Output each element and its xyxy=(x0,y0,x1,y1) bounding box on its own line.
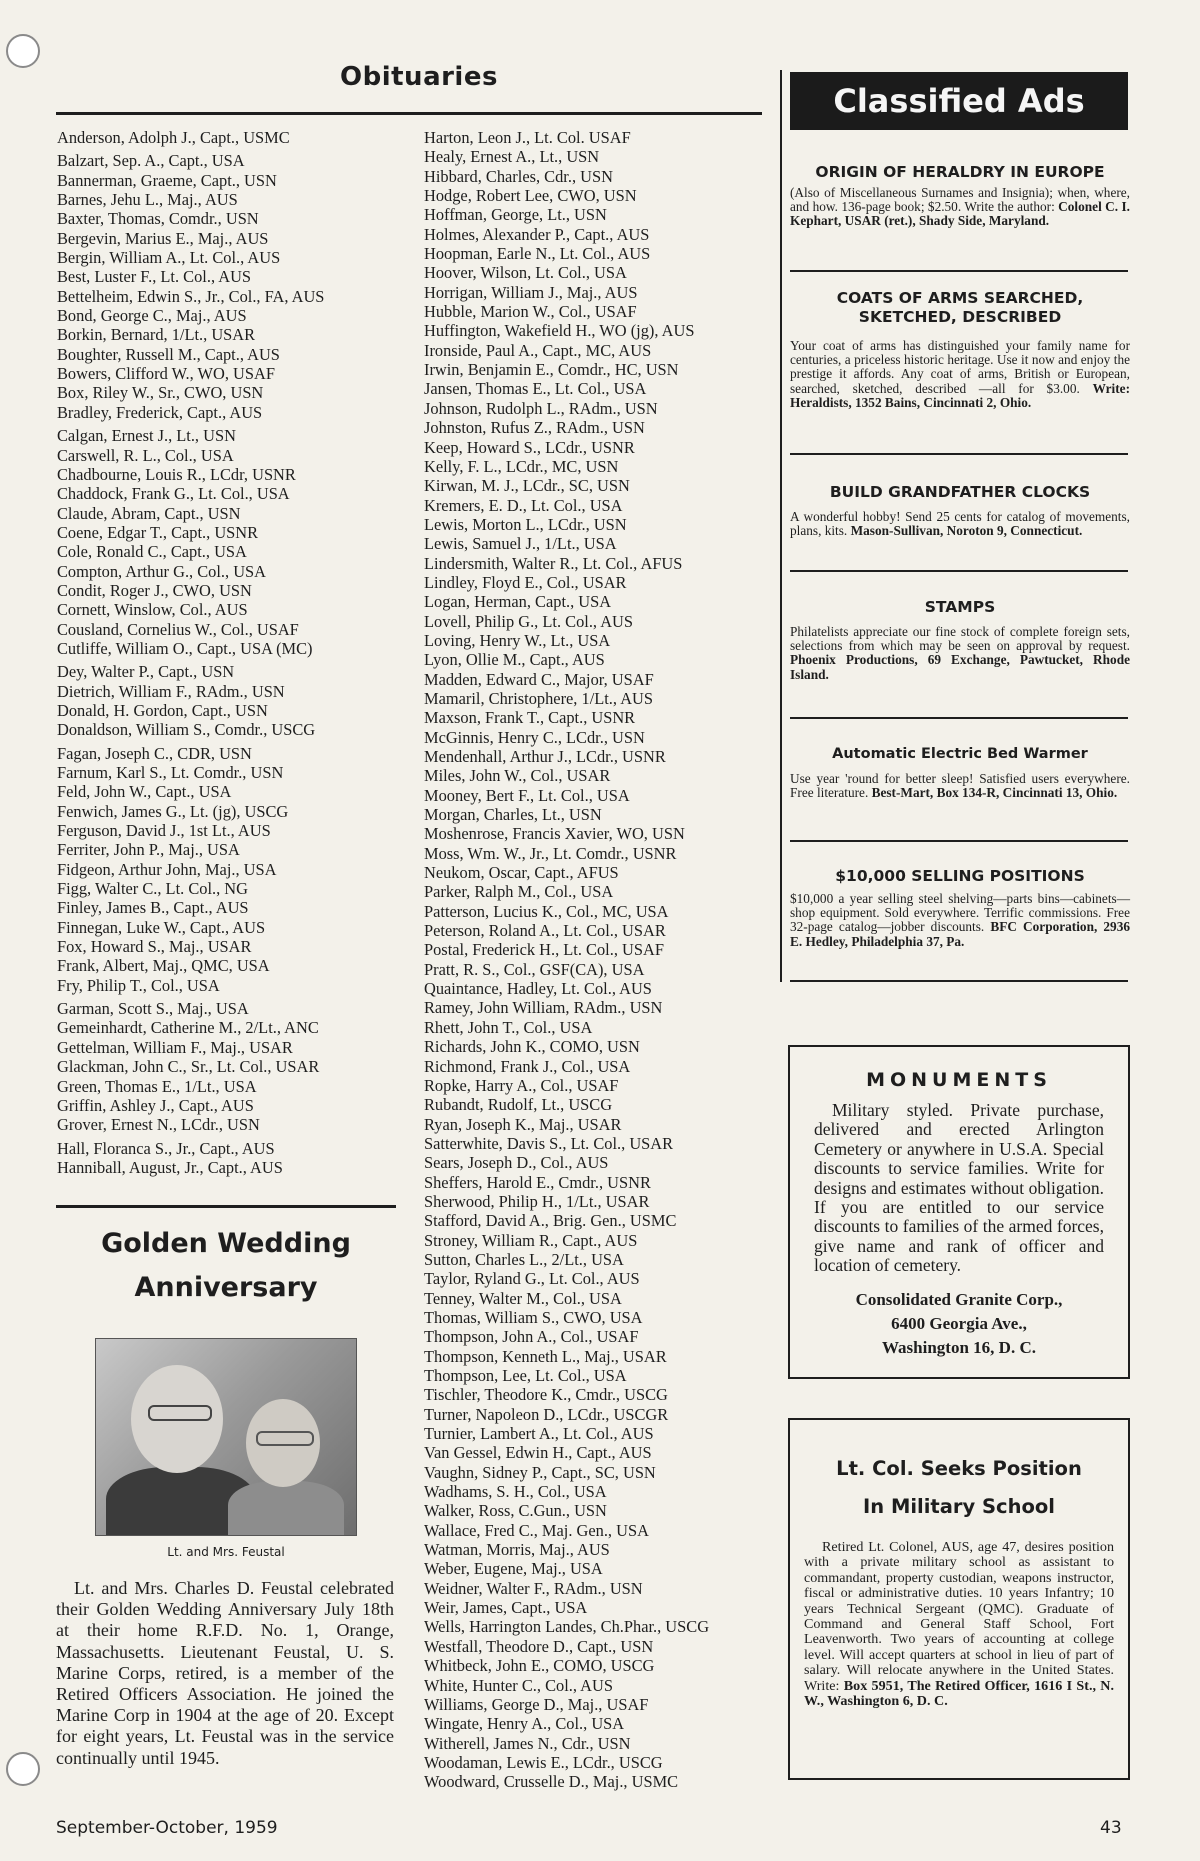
seeks-title-line1: Lt. Col. Seeks Position xyxy=(836,1457,1082,1480)
obituary-entry: Williams, George D., Maj., USAF xyxy=(424,1694,649,1714)
obituary-entry: Westfall, Theodore D., Capt., USN xyxy=(424,1636,654,1656)
issue-date: September-October, 1959 xyxy=(56,1818,278,1838)
obituary-entry: Turner, Napoleon D., LCdr., USCGR xyxy=(424,1404,669,1424)
obituary-entry: Hoopman, Earle N., Lt. Col., AUS xyxy=(424,244,651,264)
golden-wedding-rule xyxy=(56,1205,396,1208)
obituary-entry: Vaughn, Sidney P., Capt., SC, USN xyxy=(424,1462,656,1482)
obituary-entry: Thompson, John A., Col., USAF xyxy=(424,1327,639,1347)
obituary-entry: Fidgeon, Arthur John, Maj., USA xyxy=(57,859,277,879)
obituary-entry: Moshenrose, Francis Xavier, WO, USN xyxy=(424,824,685,844)
obituary-entry: Quaintance, Hadley, Lt. Col., AUS xyxy=(424,979,652,999)
obituary-entry: Cousland, Cornelius W., Col., USAF xyxy=(57,619,299,639)
classified-divider xyxy=(780,70,782,982)
obituary-entry: Healy, Ernest A., Lt., USN xyxy=(424,147,600,167)
obituary-entry: Carswell, R. L., Col., USA xyxy=(57,445,234,465)
obituary-entry: Johnston, Rufus Z., RAdm., USN xyxy=(424,418,645,438)
obituary-entry: Wells, Harrington Landes, Ch.Phar., USCG xyxy=(424,1617,710,1637)
obituary-entry: Box, Riley W., Sr., CWO, USN xyxy=(57,383,264,403)
obituary-entry: Turnier, Lambert A., Lt. Col., AUS xyxy=(424,1424,654,1444)
obituary-entry: Best, Luster F., Lt. Col., AUS xyxy=(57,267,252,287)
obituary-entry: Barnes, Jehu L., Maj., AUS xyxy=(57,190,238,210)
golden-wedding-title-line1: Golden Wedding xyxy=(101,1228,351,1259)
obituary-entry: Lindersmith, Walter R., Lt. Col., AFUS xyxy=(424,553,683,573)
ad-bed-warmer xyxy=(790,745,1130,800)
obituary-entry: Dietrich, William F., RAdm., USN xyxy=(57,681,285,701)
obituary-entry: Compton, Arthur G., Col., USA xyxy=(57,561,266,581)
golden-wedding-text: Lt. and Mrs. Charles D. Feustal celebrated their Golden Wedding Anniversary July 18th at their home R.F.D. No. 1, Orange, Massachusetts. Lieutenant Feustal, U. S. Marine Corps, retired, is a member of the Retired Officers Association. He joined the Marine Corp in 1904 at the age of 20. Except for eight years, Lt. Feustal was in the service continually until 1945. xyxy=(56,1578,394,1768)
obituary-entry: Watman, Morris, Maj., AUS xyxy=(424,1540,610,1560)
obituary-entry: Parker, Ralph M., Col., USA xyxy=(424,882,614,902)
obituary-entry: Miles, John W., Col., USAR xyxy=(424,766,611,786)
obituary-entry: Rubandt, Rudolf, Lt., USCG xyxy=(424,1095,613,1115)
obituary-entry: Rhett, John T., Col., USA xyxy=(424,1017,593,1037)
ad-title: Automatic Electric Bed Warmer xyxy=(832,746,1088,762)
obituary-entry: Hoffman, George, Lt., USN xyxy=(424,205,607,225)
golden-wedding-title xyxy=(56,1222,396,1310)
punch-hole xyxy=(6,1752,40,1786)
obituaries-column-2 xyxy=(424,128,764,1792)
obituary-entry: Johnson, Rudolph L., RAdm., USN xyxy=(424,398,658,418)
obituary-entry: Richards, John K., COMO, USN xyxy=(424,1037,640,1057)
obituary-entry: Sears, Joseph D., Col., AUS xyxy=(424,1153,609,1173)
obituary-entry: Woodward, Crusselle D., Maj., USMC xyxy=(424,1772,679,1792)
ad-grandfather-clocks xyxy=(790,483,1130,538)
seeks-body: Retired Lt. Colonel, AUS, age 47, desires position with a private military school as assistant to commandant, property custodian, weapons instructor, fiscal or administrative duties. 10 years Infantry; 10 years Technical Sergeant (QMC). Graduate of Command and General Staff School, Fort Leavenworth. Two years of accounting at college level. Will accept quarters at school in lieu of part of salary. Will relocate anywhere in the United States. Write: Box 5951, The Retired Officer, 1616 I St., N. W., Washington 6, D. C. xyxy=(804,1539,1114,1710)
obituary-entry: Pratt, R. S., Col., GSF(CA), USA xyxy=(424,959,645,979)
photo-glasses xyxy=(148,1405,212,1421)
obituary-entry: Moss, Wm. W., Jr., Lt. Comdr., USNR xyxy=(424,843,677,863)
obituary-entry: Kirwan, M. J., LCdr., SC, USN xyxy=(424,476,630,496)
obituary-entry: Stafford, David A., Brig. Gen., USMC xyxy=(424,1211,677,1231)
obituary-entry: Baxter, Thomas, Comdr., USN xyxy=(57,209,259,229)
obituary-entry: Gettelman, William F., Maj., USAR xyxy=(57,1037,293,1057)
obituary-entry: Lindley, Floyd E., Col., USAR xyxy=(424,572,627,592)
obituary-entry: Ferguson, David J., 1st Lt., AUS xyxy=(57,821,271,841)
monuments-address-line: Consolidated Granite Corp., xyxy=(855,1289,1063,1309)
seeks-title xyxy=(790,1450,1128,1526)
obituary-entry: Whitbeck, John E., COMO, USCG xyxy=(424,1656,655,1676)
obituary-entry: Bond, George C., Maj., AUS xyxy=(57,306,247,326)
obituary-entry: Thomas, William S., CWO, USA xyxy=(424,1307,643,1327)
obituary-entry: Woodaman, Lewis E., LCdr., USCG xyxy=(424,1752,663,1772)
obituary-entry: Sheffers, Harold E., Cmdr., USNR xyxy=(424,1172,651,1192)
obituary-entry: Boughter, Russell M., Capt., AUS xyxy=(57,344,280,364)
monuments-body: Military styled. Private purchase, delivered and erected Arlington Cemetery or anywhere in U.S.A. Special discounts to service families. Write for designs and estimates without obligation. If you are entitled to our service discounts to families of the armed forces, give name and rank of officer and location of cemetery. xyxy=(814,1100,1104,1276)
obituary-entry: Mamaril, Christophere, 1/Lt., AUS xyxy=(424,688,653,708)
obituary-entry: Ropke, Harry A., Col., USAF xyxy=(424,1075,619,1095)
obituary-entry: Witherell, James N., Cdr., USN xyxy=(424,1733,631,1753)
ad-selling-positions xyxy=(790,867,1130,949)
ad-title: ORIGIN OF HERALDRY IN EUROPE xyxy=(815,163,1105,181)
obituary-entry: Farnum, Karl S., Lt. Comdr., USN xyxy=(57,763,284,782)
obituary-entry: Richmond, Frank J., Col., USA xyxy=(424,1056,631,1076)
monuments-address xyxy=(790,1288,1128,1360)
obituary-entry: Lewis, Samuel J., 1/Lt., USA xyxy=(424,534,617,554)
obituary-entry: Hodge, Robert Lee, CWO, USN xyxy=(424,186,637,206)
photo-figure xyxy=(228,1481,344,1536)
obituary-entry: Figg, Walter C., Lt. Col., NG xyxy=(57,879,248,899)
ad-rule xyxy=(790,717,1128,719)
obituary-entry: Ramey, John William, RAdm., USN xyxy=(424,998,663,1018)
ad-body: $10,000 a year selling steel shelving—parts bins—cabinets—shop equipment. Sold everywhere. Terrific commissions. Free 32-page catalog—jobber discounts. BFC Corporation, 2936 E. Hedley, Philadelphia 37, Pa. xyxy=(790,891,1130,949)
ad-coats-of-arms xyxy=(790,289,1130,410)
obituary-entry: Holmes, Alexander P., Capt., AUS xyxy=(424,224,650,244)
obituary-entry: White, Hunter C., Col., AUS xyxy=(424,1675,613,1695)
obituary-entry: Green, Thomas E., 1/Lt., USA xyxy=(57,1076,257,1096)
obituary-entry: Bergevin, Marius E., Maj., AUS xyxy=(57,228,269,248)
ad-title: STAMPS xyxy=(924,598,996,616)
obituary-entry: Claude, Abram, Capt., USN xyxy=(57,503,241,523)
obituary-entry: Finley, James B., Capt., AUS xyxy=(57,898,249,918)
obituary-entry: Lyon, Ollie M., Capt., AUS xyxy=(424,650,605,670)
obituary-entry: Weber, Eugene, Maj., USA xyxy=(424,1559,603,1579)
obituary-entry: Balzart, Sep. A., Capt., USA xyxy=(57,151,245,171)
obituary-entry: Lovell, Philip G., Lt. Col., AUS xyxy=(424,611,633,631)
ad-title: BUILD GRANDFATHER CLOCKS xyxy=(829,483,1091,501)
obituary-entry: Finnegan, Luke W., Capt., AUS xyxy=(57,917,266,937)
obituary-entry: Sherwood, Philip H., 1/Lt., USAR xyxy=(424,1191,650,1211)
obituary-entry: Gemeinhardt, Catherine M., 2/Lt., ANC xyxy=(57,1018,319,1038)
photo-caption: Lt. and Mrs. Feustal xyxy=(167,1545,285,1559)
obituary-entry: Kremers, E. D., Lt. Col., USA xyxy=(424,495,623,515)
obituary-entry: Tischler, Theodore K., Cmdr., USCG xyxy=(424,1385,668,1405)
ad-rule xyxy=(790,980,1128,982)
obituary-entry: Donald, H. Gordon, Capt., USN xyxy=(57,700,268,720)
obituaries-rule xyxy=(56,112,762,115)
obituary-entry: Huffington, Wakefield H., WO (jg), AUS xyxy=(424,321,695,341)
obituary-entry: Horrigan, William J., Maj., AUS xyxy=(424,282,638,302)
obituary-entry: Stroney, William R., Capt., AUS xyxy=(424,1230,638,1250)
obituary-entry: Irwin, Benjamin E., Comdr., HC, USN xyxy=(424,360,679,380)
obituary-entry: Fry, Philip T., Col., USA xyxy=(57,975,220,995)
obituary-entry: Kelly, F. L., LCdr., MC, USN xyxy=(424,456,619,476)
ad-body: Your coat of arms has distinguished your family name for centuries, a priceless historic heritage. Use it now and enjoy the prestige it affords. Any coat of arms, British or European, searched, sketched, described —all for $3.00. Write: Heraldists, 1352 Bains, Cincinnati 2, Ohio. xyxy=(790,338,1131,410)
seeks-title-line2: In Military School xyxy=(863,1495,1055,1518)
obituary-entry: Hanniball, August, Jr., Capt., AUS xyxy=(57,1157,283,1177)
obituary-entry: Bowers, Clifford W., WO, USAF xyxy=(57,364,275,384)
obituary-entry: Wingate, Henry A., Col., USA xyxy=(424,1714,625,1734)
obituary-entry: Satterwhite, Davis S., Lt. Col., USAR xyxy=(424,1133,674,1153)
obituary-entry: Fenwich, James G., Lt. (jg), USCG xyxy=(57,801,289,821)
monuments-title: MONUMENTS xyxy=(866,1069,1052,1091)
ad-title: COATS OF ARMS SEARCHED, SKETCHED, DESCRIBED xyxy=(836,289,1084,326)
ad-body: A wonderful hobby! Send 25 cents for catalog of movements, plans, kits. Mason-Sullivan, Noroton 9, Connecticut. xyxy=(790,509,1130,539)
obituary-entry: Bettelheim, Edwin S., Jr., Col., FA, AUS xyxy=(57,286,325,306)
obituary-entry: Loving, Henry W., Lt., USA xyxy=(424,630,611,650)
obituary-entry: Thompson, Kenneth L., Maj., USAR xyxy=(424,1346,667,1366)
obituary-entry: Bergin, William A., Lt. Col., AUS xyxy=(57,248,281,268)
obituary-entry: Fagan, Joseph C., CDR, USN xyxy=(57,743,252,763)
couple-photo xyxy=(95,1338,357,1536)
obituaries-column-1 xyxy=(57,128,387,1177)
obituary-entry: Cornett, Winslow, Col., AUS xyxy=(57,600,248,620)
obituary-entry: Thompson, Lee, Lt. Col., USA xyxy=(424,1366,627,1385)
obituary-entry: Cutliffe, William O., Capt., USA (MC) xyxy=(57,638,313,658)
obituary-entry: Garman, Scott S., Maj., USA xyxy=(57,999,249,1019)
obituary-entry: Hibbard, Charles, Cdr., USN xyxy=(424,166,613,186)
obituary-entry: Jansen, Thomas E., Lt. Col., USA xyxy=(424,379,647,399)
obituary-entry: Grover, Ernest N., LCdr., USN xyxy=(57,1115,260,1135)
obituary-entry: Griffin, Ashley J., Capt., AUS xyxy=(57,1095,254,1115)
obituary-entry: Madden, Edward C., Major, USAF xyxy=(424,669,654,689)
golden-wedding-title-line2: Anniversary xyxy=(134,1272,318,1303)
obituary-entry: Chadbourne, Louis R., LCdr, USNR xyxy=(57,464,296,484)
obituary-entry: Calgan, Ernest J., Lt., USN xyxy=(57,426,236,446)
ad-rule xyxy=(790,453,1128,455)
page-number: 43 xyxy=(1100,1818,1122,1838)
ad-title: $10,000 SELLING POSITIONS xyxy=(835,867,1085,885)
ad-heraldry xyxy=(790,163,1130,229)
obituary-entry: Frank, Albert, Maj., QMC, USA xyxy=(57,956,270,976)
obituary-entry: Wallace, Fred C., Maj. Gen., USA xyxy=(424,1520,649,1540)
ad-body: Philatelists appreciate our fine stock of complete foreign sets, selections from which may be seen on approval by request. Phoenix Productions, 69 Exchange, Pawtucket, Rhode Island. xyxy=(790,624,1130,682)
obituary-entry: Patterson, Lucius K., Col., MC, USA xyxy=(424,901,669,921)
obituary-entry: Cole, Ronald C., Capt., USA xyxy=(57,542,247,562)
obituary-entry: Hall, Floranca S., Jr., Capt., AUS xyxy=(57,1138,275,1158)
obituary-entry: Mendenhall, Arthur J., LCdr., USNR xyxy=(424,747,666,766)
obituary-entry: Walker, Ross, C.Gun., USN xyxy=(424,1501,607,1521)
obituary-entry: Morgan, Charles, Lt., USN xyxy=(424,805,602,825)
punch-hole xyxy=(6,34,40,68)
obituary-entry: Logan, Herman, Capt., USA xyxy=(424,592,612,612)
obituary-entry: Maxson, Frank T., Capt., USNR xyxy=(424,708,636,728)
obituaries-heading: Obituaries xyxy=(340,62,498,92)
obituary-entry: Lewis, Morton L., LCdr., USN xyxy=(424,514,627,534)
monuments-address-line: Washington 16, D. C. xyxy=(882,1337,1036,1357)
obituary-entry: Sutton, Charles L., 2/Lt., USA xyxy=(424,1249,624,1269)
obituary-entry: Ryan, Joseph K., Maj., USAR xyxy=(424,1114,622,1134)
ad-monuments xyxy=(788,1045,1130,1379)
ad-rule xyxy=(790,570,1128,572)
obituary-entry: Borkin, Bernard, 1/Lt., USAR xyxy=(57,325,256,345)
obituary-entry: Chaddock, Frank G., Lt. Col., USA xyxy=(57,484,290,504)
obituary-entry: Wadhams, S. H., Col., USA xyxy=(424,1482,607,1502)
obituary-entry: Condit, Roger J., CWO, USN xyxy=(57,580,252,600)
obituary-entry: Keep, Howard S., LCdr., USNR xyxy=(424,437,635,457)
obituary-entry: Postal, Frederick H., Lt. Col., USAF xyxy=(424,940,664,960)
obituary-entry: Bradley, Frederick, Capt., AUS xyxy=(57,402,263,422)
obituary-entry: Ironside, Paul A., Capt., MC, AUS xyxy=(424,340,652,360)
photo-glasses xyxy=(256,1431,314,1446)
obituary-entry: Harton, Leon J., Lt. Col. USAF xyxy=(424,128,631,147)
obituary-entry: Mooney, Bert F., Lt. Col., USA xyxy=(424,785,630,805)
ad-rule xyxy=(790,270,1128,272)
ad-body: Use year 'round for better sleep! Satisfied users everywhere. Free literature. Best-Mart, Box 134-R, Cincinnati 13, Ohio. xyxy=(790,771,1130,801)
obituary-entry: Coene, Edgar T., Capt., USNR xyxy=(57,522,259,542)
obituary-entry: McGinnis, Henry C., LCdr., USN xyxy=(424,727,645,747)
obituary-entry: Bannerman, Graeme, Capt., USN xyxy=(57,170,277,190)
obituary-entry: Hubble, Marion W., Col., USAF xyxy=(424,302,637,322)
classified-heading: Classified Ads xyxy=(790,72,1128,130)
obituary-entry: Feld, John W., Capt., USA xyxy=(57,782,232,802)
obituary-entry: Hoover, Wilson, Lt. Col., USA xyxy=(424,263,627,283)
obituary-entry: Taylor, Ryland G., Lt. Col., AUS xyxy=(424,1269,640,1289)
obituary-entry: Dey, Walter P., Capt., USN xyxy=(57,662,235,682)
obituary-entry: Donaldson, William S., Comdr., USCG xyxy=(57,720,316,740)
ad-seeks-position xyxy=(788,1418,1130,1780)
ad-stamps xyxy=(790,598,1130,682)
obituary-entry: Weidner, Walter F., RAdm., USN xyxy=(424,1578,643,1598)
obituary-entry: Ferriter, John P., Maj., USA xyxy=(57,840,240,860)
ad-body: (Also of Miscellaneous Surnames and Insignia); when, where, and how. 136-page book; $2.50. Write the author: Colonel C. I. Kephart, USAR (ret.), Shady Side, Maryland. xyxy=(790,185,1130,229)
monuments-address-line: 6400 Georgia Ave., xyxy=(891,1313,1027,1333)
obituary-entry: Van Gessel, Edwin H., Capt., AUS xyxy=(424,1443,652,1463)
obituary-entry: Glackman, John C., Sr., Lt. Col., USAR xyxy=(57,1057,320,1077)
obituary-entry: Weir, James, Capt., USA xyxy=(424,1598,588,1618)
obituary-entry: Fox, Howard S., Maj., USAR xyxy=(57,937,252,957)
ad-rule xyxy=(790,840,1128,842)
obituary-entry: Peterson, Roland A., Lt. Col., USAR xyxy=(424,921,666,941)
obituary-entry: Neukom, Oscar, Capt., AFUS xyxy=(424,863,619,883)
obituary-entry: Tenney, Walter M., Col., USA xyxy=(424,1288,622,1308)
obituary-entry: Anderson, Adolph J., Capt., USMC xyxy=(57,128,290,147)
